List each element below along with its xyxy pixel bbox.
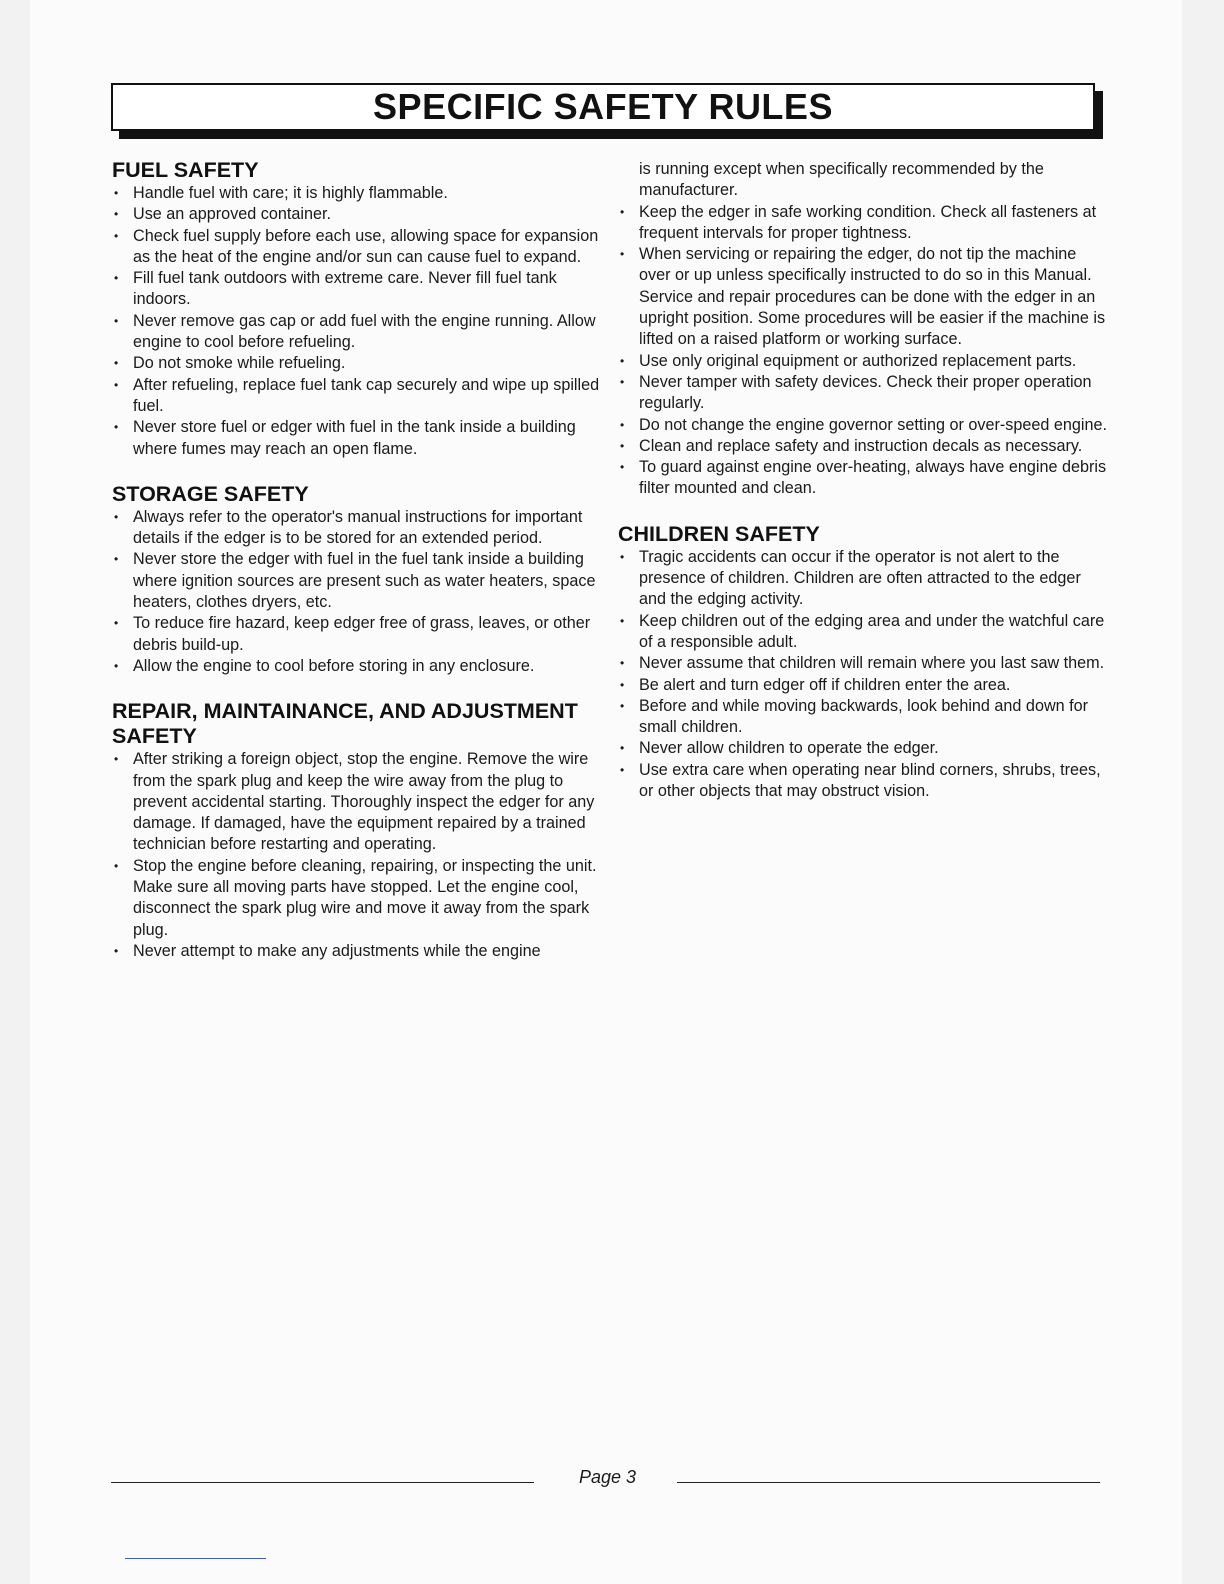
list-item: • Never store fuel or edger with fuel in the tank inside a building where fumes may reach an open flame.: [112, 417, 602, 460]
repair-safety-continued: [618, 159, 1108, 500]
list-item: • Use extra care when operating near blind corners, shrubs, trees, or other objects that may obstruct vision.: [618, 760, 1108, 803]
list-item: • Never assume that children will remain where you last saw them.: [618, 653, 1108, 674]
link-underline: [125, 1558, 266, 1559]
list-item: • Stop the engine before cleaning, repairing, or inspecting the unit. Make sure all moving parts have stopped. Let the engine cool, disconnect the spark plug wire and move it away from the spark plug.: [112, 856, 602, 941]
section-heading: STORAGE SAFETY: [112, 481, 309, 506]
fuel-safety-section: [112, 158, 602, 460]
list-item: • Tragic accidents can occur if the operator is not alert to the presence of children. Children are often attracted to the edger and the edging activity.: [618, 547, 1108, 611]
list-item: • Use an approved container.: [112, 204, 602, 225]
bullet-list: [618, 202, 1108, 500]
bullet-list: [112, 183, 602, 460]
section-heading: CHILDREN SAFETY: [618, 521, 820, 546]
bullet-list: [112, 749, 602, 962]
list-item: • Fill fuel tank outdoors with extreme care. Never fill fuel tank indoors.: [112, 268, 602, 311]
section-heading: FUEL SAFETY: [112, 158, 259, 182]
list-item: • Clean and replace safety and instruction decals as necessary.: [618, 436, 1108, 457]
list-item: • Be alert and turn edger off if children enter the area.: [618, 675, 1108, 696]
list-item: • Keep the edger in safe working condition. Check all fasteners at frequent intervals for proper tightness.: [618, 202, 1108, 245]
list-item: • Never allow children to operate the edger.: [618, 738, 1108, 759]
page-title: SPECIFIC SAFETY RULES: [373, 86, 833, 127]
list-item: • Never remove gas cap or add fuel with the engine running. Allow engine to cool before refueling.: [112, 311, 602, 354]
list-item: • To reduce fire hazard, keep edger free of grass, leaves, or other debris build-up.: [112, 613, 602, 656]
title-banner: [111, 83, 1095, 131]
list-item: • Never tamper with safety devices. Check their proper operation regularly.: [618, 372, 1108, 415]
right-column: [618, 159, 1108, 824]
list-item-continuation: is running except when specifically recommended by the manufacturer.: [639, 160, 1044, 200]
list-item: • Do not change the engine governor setting or over-speed engine.: [618, 415, 1108, 436]
list-item: • Check fuel supply before each use, allowing space for expansion as the heat of the engine and/or sun can cause fuel to expand.: [112, 226, 602, 269]
list-item: • Always refer to the operator's manual instructions for important details if the edger is to be stored for an extended period.: [112, 507, 602, 550]
list-item: • Use only original equipment or authorized replacement parts.: [618, 351, 1108, 372]
list-item: • Never store the edger with fuel in the fuel tank inside a building where ignition sources are present such as water heaters, space heaters, clothes dryers, etc.: [112, 549, 602, 613]
list-item: • Before and while moving backwards, look behind and down for small children.: [618, 696, 1108, 739]
list-item: • Never attempt to make any adjustments while the engine: [112, 941, 602, 962]
children-safety-section: [618, 522, 1108, 803]
storage-safety-section: [112, 482, 602, 677]
list-item: • Handle fuel with care; it is highly flammable.: [112, 183, 602, 204]
left-column: [112, 158, 602, 984]
list-item: • After refueling, replace fuel tank cap securely and wipe up spilled fuel.: [112, 375, 602, 418]
bullet-list: [618, 547, 1108, 803]
list-item: • Allow the engine to cool before storing in any enclosure.: [112, 656, 602, 677]
list-item: • When servicing or repairing the edger, do not tip the machine over or up unless specifically instructed to do so in this Manual. Service and repair procedures can be done with the edger in an upright position. Some procedures will be easier if the machine is lifted on a raised platform or working surface.: [618, 244, 1108, 350]
section-heading: REPAIR, MAINTAINANCE, AND ADJUSTMENT SAFETY: [112, 699, 578, 749]
footer-rule-left: [111, 1482, 534, 1483]
page-number: Page 3: [578, 1467, 637, 1487]
list-item: • To guard against engine over-heating, always have engine debris filter mounted and clean.: [618, 457, 1108, 500]
repair-safety-section: [112, 699, 602, 962]
list-item: • Do not smoke while refueling.: [112, 353, 602, 374]
bullet-list: [112, 507, 602, 677]
list-item: • Keep children out of the edging area and under the watchful care of a responsible adult.: [618, 611, 1108, 654]
list-item: • After striking a foreign object, stop the engine. Remove the wire from the spark plug and keep the wire away from the plug to prevent accidental starting. Thoroughly inspect the edger for any damage. If damaged, have the equipment repaired by a trained technician before restarting and operating.: [112, 749, 602, 855]
footer-rule-right: [677, 1482, 1100, 1483]
